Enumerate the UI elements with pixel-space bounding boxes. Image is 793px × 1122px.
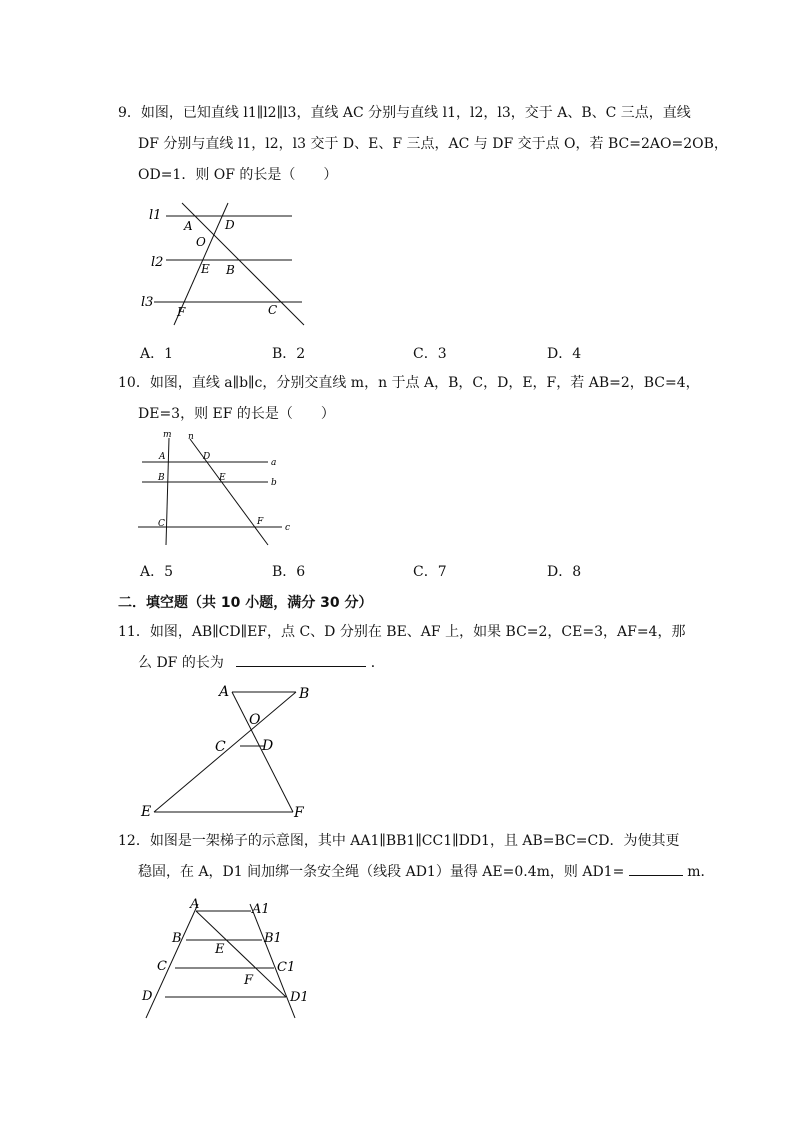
- q12-label-A: A: [190, 897, 200, 912]
- q9-label-l1: l1: [149, 208, 162, 223]
- q10-label-a: a: [271, 458, 277, 468]
- q12-label-C: C: [157, 959, 167, 974]
- q12-label-D: D: [142, 989, 153, 1004]
- q12-line2-suffix: m．: [687, 864, 715, 880]
- q11-text-line2: [138, 654, 385, 672]
- q10-label-B: B: [158, 473, 165, 483]
- q9-label-A: A: [184, 219, 193, 233]
- q12-answer-blank[interactable]: [629, 863, 683, 876]
- q10-line-n: [190, 439, 268, 545]
- q9-label-F: F: [177, 305, 186, 319]
- q9-text-line2: DF 分别与直线 l1，l2，l3 交于 D、E、F 三点，AC 与 DF 交于点 O，若 BC=2AO=2OB，: [138, 136, 728, 152]
- q9-option-a[interactable]: A．1: [140, 346, 174, 362]
- q10-line-m: [166, 438, 169, 545]
- q11-answer-blank[interactable]: [236, 654, 366, 667]
- q11-label-B: B: [299, 686, 310, 702]
- q11-line2-suffix: ．: [370, 655, 385, 671]
- q9-label-B: B: [226, 263, 235, 277]
- q12-figure: [138, 896, 328, 1026]
- q10-option-d[interactable]: D．8: [547, 564, 582, 580]
- q10-options: [0, 561, 793, 581]
- q11-label-O: O: [249, 712, 261, 728]
- q10-label-D: D: [203, 452, 211, 462]
- q10-option-c[interactable]: C．7: [413, 564, 447, 580]
- q12-label-D1: D1: [290, 990, 309, 1005]
- q9-text-line1: 9．如图，已知直线 l1∥l2∥l3，直线 AC 分别与直线 l1，l2，l3，交于 A、B、C 三点，直线: [118, 105, 691, 121]
- q12-label-B1: B1: [264, 931, 282, 946]
- q10-option-a[interactable]: A．5: [140, 564, 174, 580]
- q12-text-line2: [138, 863, 715, 881]
- q9-options: [0, 343, 793, 363]
- q10-figure: [138, 428, 298, 550]
- q10-label-n: n: [188, 432, 194, 442]
- q9-option-b[interactable]: B．2: [272, 346, 306, 362]
- q9-label-l2: l2: [151, 255, 164, 270]
- q12-label-A1: A1: [252, 902, 270, 917]
- q9-figure: [140, 200, 320, 330]
- q11-label-C: C: [215, 739, 226, 755]
- q10-label-A: A: [159, 452, 166, 462]
- q10-label-c: c: [285, 523, 291, 533]
- q9-label-E: E: [201, 262, 210, 276]
- q11-text-line1: 11．如图，AB∥CD∥EF，点 C、D 分别在 BE、AF 上，如果 BC=2，CE=3，AF=4，那: [118, 624, 686, 640]
- q12-label-C1: C1: [277, 960, 296, 975]
- q9-label-D: D: [225, 218, 235, 232]
- q10-label-E: E: [219, 473, 226, 483]
- q10-label-F: F: [257, 517, 264, 527]
- q11-figure: [138, 684, 318, 820]
- q9-label-l3: l3: [141, 295, 154, 310]
- q12-label-E: E: [215, 942, 225, 957]
- q9-label-C: C: [268, 303, 278, 317]
- q10-label-C: C: [158, 519, 165, 529]
- q11-label-E: E: [141, 804, 152, 820]
- q10-label-m: m: [163, 430, 172, 440]
- q9-label-O: O: [196, 235, 206, 249]
- q12-text-line1: 12．如图是一架梯子的示意图，其中 AA1∥BB1∥CC1∥DD1，且 AB=BC=CD．为使其更: [118, 833, 680, 849]
- q11-label-D: D: [262, 738, 274, 754]
- q12-label-F: F: [244, 973, 254, 988]
- q11-label-F: F: [294, 805, 304, 821]
- q12-rail-left: [146, 904, 198, 1018]
- q9-text-line3: OD=1．则 OF 的长是（ ）: [138, 167, 338, 183]
- q11-label-A: A: [219, 684, 230, 700]
- q12-label-B: B: [172, 931, 182, 946]
- q10-text-line2: DE=3，则 EF 的长是（ ）: [138, 406, 335, 422]
- q11-line2-prefix: 么 DF 的长为: [138, 655, 224, 671]
- q10-option-b[interactable]: B．6: [272, 564, 306, 580]
- q10-text-line1: 10．如图，直线 a∥b∥c，分别交直线 m，n 于点 A，B，C，D，E，F，若 AB=2，BC=4，: [118, 375, 700, 391]
- q9-option-c[interactable]: C．3: [413, 346, 447, 362]
- q9-option-d[interactable]: D．4: [547, 346, 582, 362]
- q12-line2-prefix: 稳固，在 A，D1 间加绑一条安全绳（线段 AD1）量得 AE=0.4m，则 AD1=: [138, 864, 625, 880]
- q10-label-b: b: [271, 478, 277, 488]
- q12-rope-AD1: [196, 911, 286, 997]
- section-title-fill-in: 二．填空题（共 10 小题，满分 30 分）: [118, 595, 373, 611]
